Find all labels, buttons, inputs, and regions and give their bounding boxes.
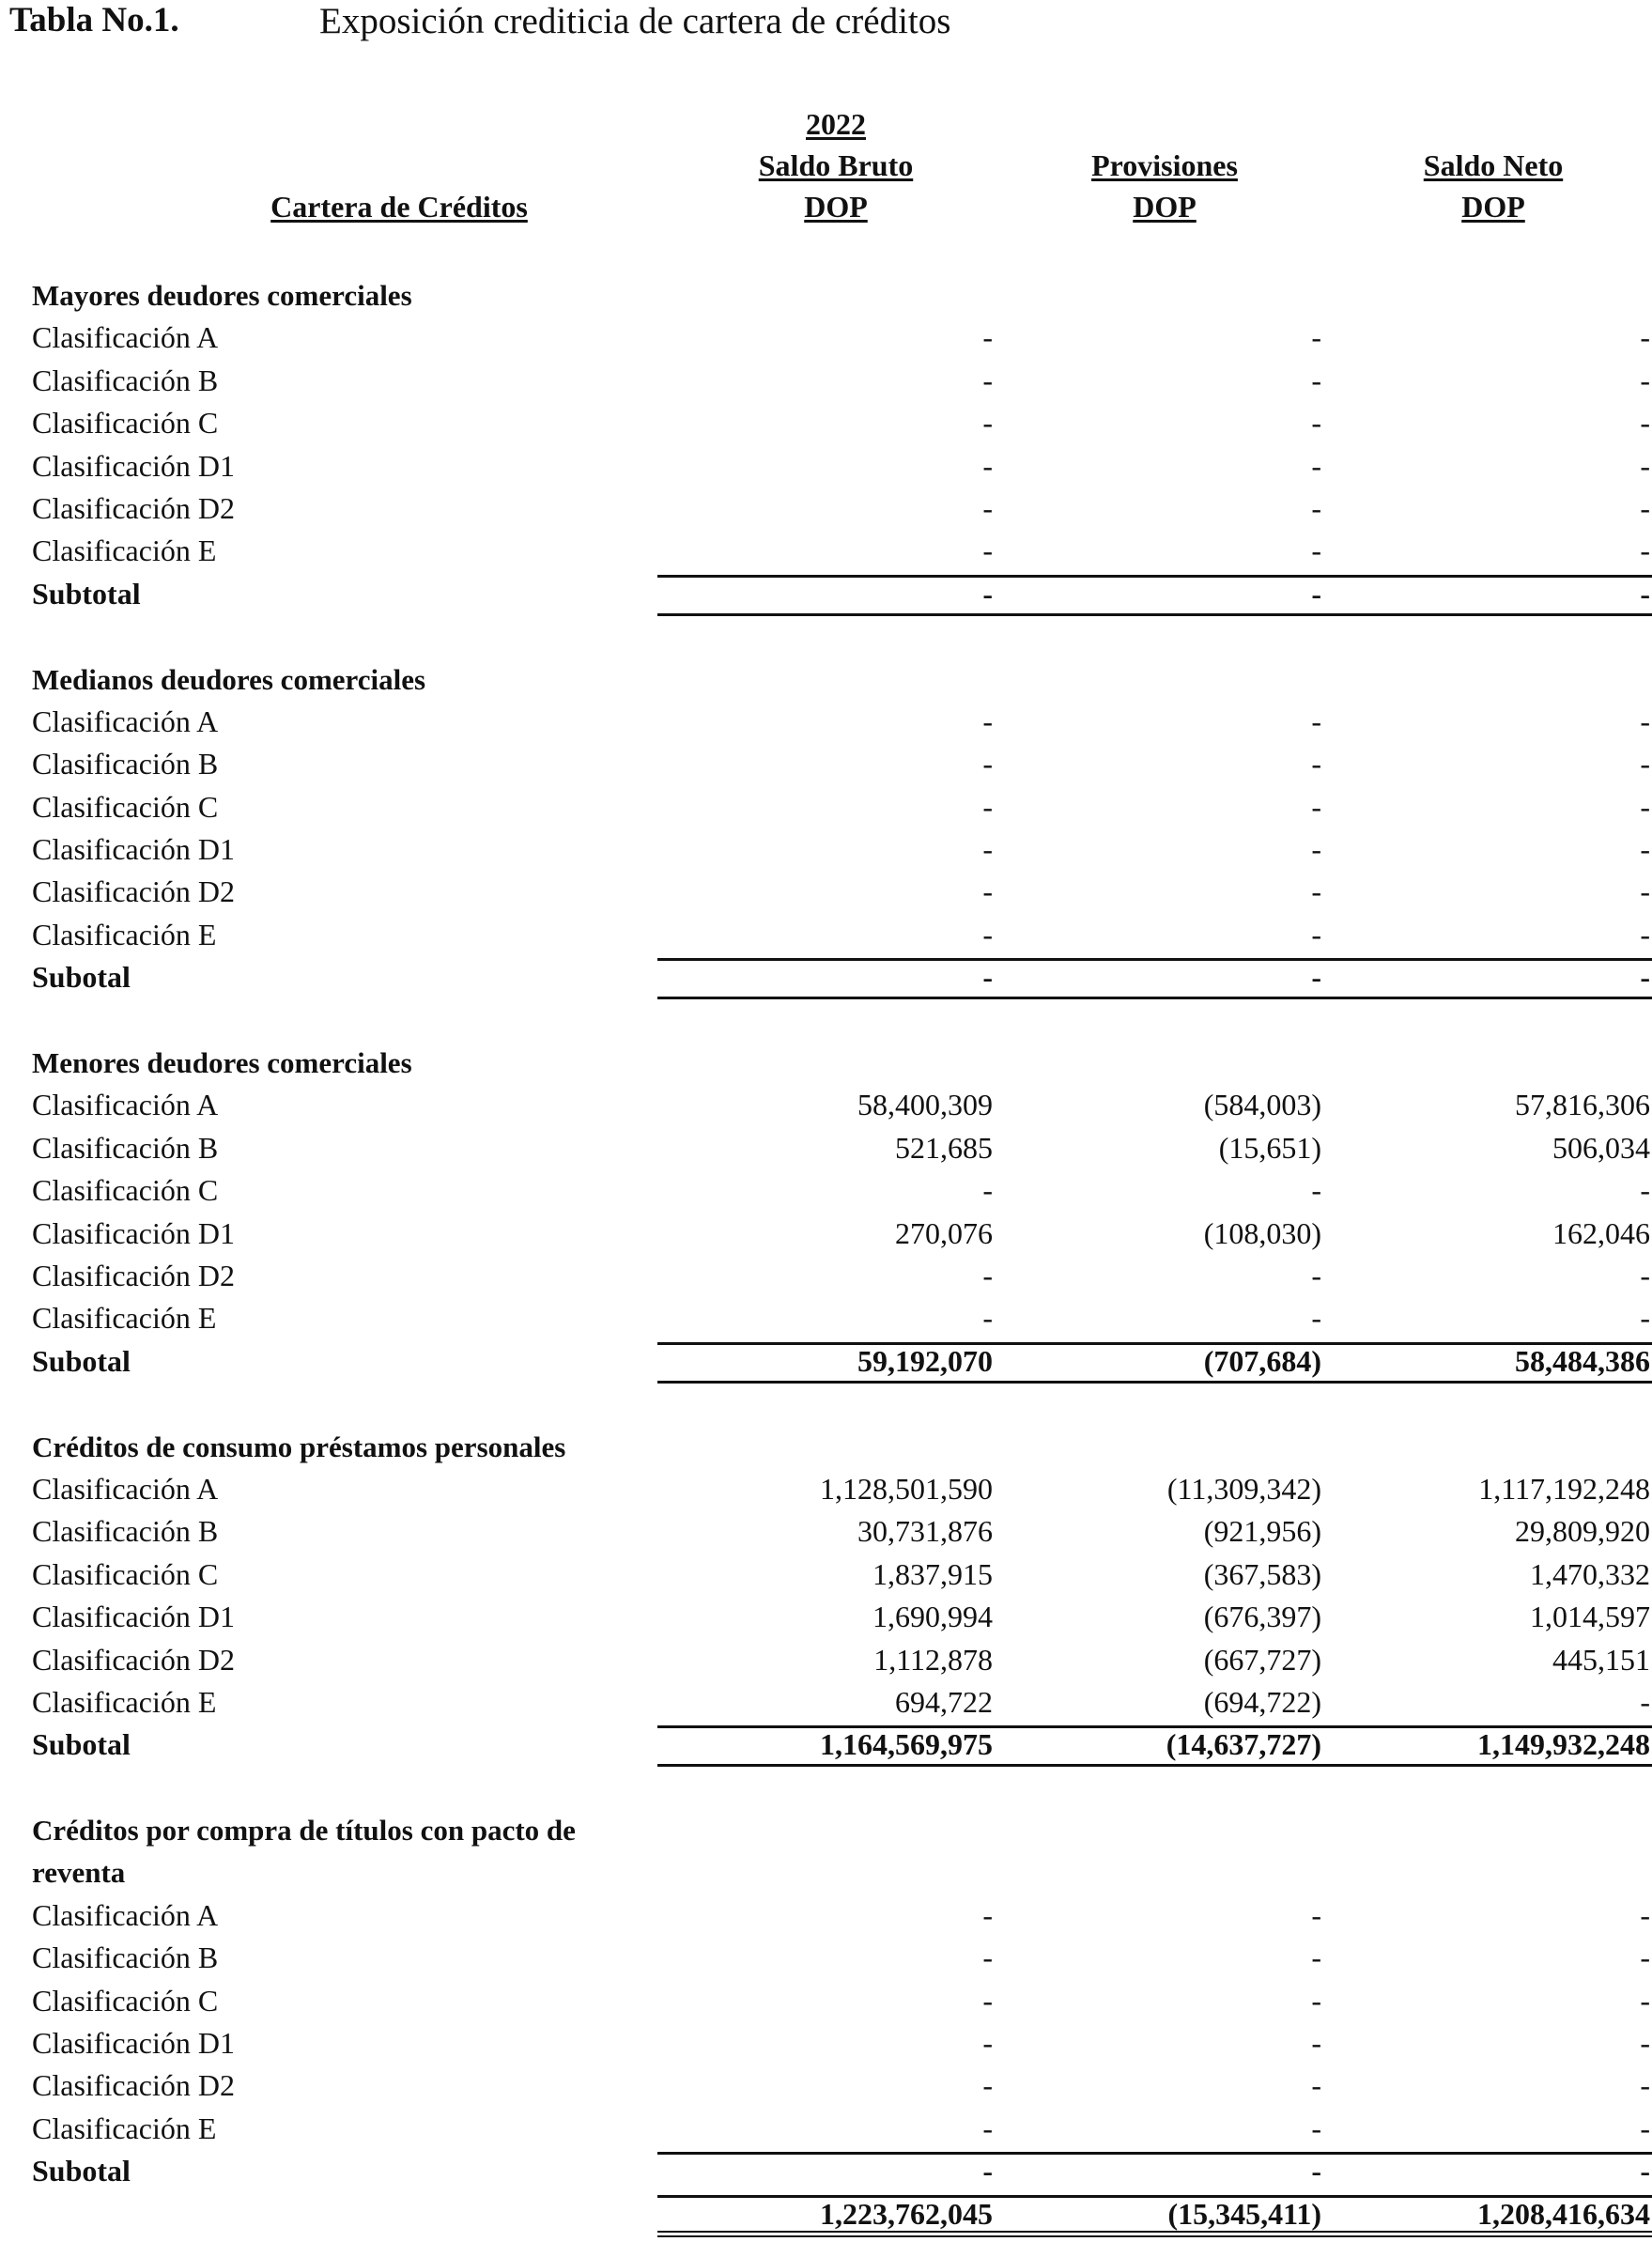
section-heading bbox=[0, 1426, 1652, 1468]
table-row bbox=[0, 1980, 1652, 2022]
cell-bruto: - bbox=[982, 1258, 993, 1292]
header-saldo-neto: Saldo Neto bbox=[1423, 148, 1564, 182]
subtotal-rule-top bbox=[657, 958, 1652, 961]
table-row bbox=[0, 1681, 1652, 1724]
table-row bbox=[0, 2022, 1652, 2064]
cell-prov: - bbox=[1311, 363, 1321, 397]
row-label: Clasificación E bbox=[32, 917, 217, 951]
subtotal-rule-top bbox=[657, 2152, 1652, 2155]
subtotal-bruto: - bbox=[982, 2154, 993, 2188]
subtotal-prov: (707,684) bbox=[1203, 1343, 1321, 1378]
cell-bruto: - bbox=[982, 832, 993, 867]
row-label: Clasificación A bbox=[32, 1897, 219, 1932]
row-label: Clasificación E bbox=[32, 533, 217, 568]
cell-bruto: - bbox=[982, 320, 993, 355]
subtotal-bruto: 59,192,070 bbox=[857, 1343, 993, 1378]
subtotal-label: Subotal bbox=[32, 2154, 131, 2188]
cell-bruto: 1,690,994 bbox=[872, 1600, 993, 1634]
cell-bruto: 1,837,915 bbox=[872, 1556, 993, 1591]
header-provisiones-currency: DOP bbox=[1133, 190, 1197, 224]
grand-total-row bbox=[0, 2193, 1652, 2240]
cell-prov: - bbox=[1311, 832, 1321, 867]
row-label: Clasificación C bbox=[32, 1983, 219, 2018]
section-title: Mayores deudores comerciales bbox=[32, 279, 412, 312]
cell-bruto: - bbox=[982, 2068, 993, 2103]
section-title: Menores deudores comerciales bbox=[32, 1046, 412, 1080]
cell-neto: 162,046 bbox=[1552, 1215, 1650, 1250]
cell-bruto: - bbox=[982, 533, 993, 568]
section-heading bbox=[0, 274, 1652, 317]
cell-bruto: 1,128,501,590 bbox=[820, 1471, 993, 1506]
cell-prov: - bbox=[1311, 789, 1321, 824]
cell-bruto: - bbox=[982, 704, 993, 738]
row-label: Clasificación C bbox=[32, 1556, 219, 1591]
cell-neto: - bbox=[1640, 832, 1650, 867]
subtotal-neto: - bbox=[1640, 2154, 1650, 2188]
row-label: Clasificación D1 bbox=[32, 832, 235, 867]
cell-neto: - bbox=[1640, 320, 1650, 355]
row-label: Clasificación E bbox=[32, 1301, 217, 1336]
table-row bbox=[0, 1169, 1652, 1212]
cell-prov: (921,956) bbox=[1203, 1514, 1321, 1549]
table-row bbox=[0, 360, 1652, 402]
cell-prov: - bbox=[1311, 448, 1321, 483]
cell-bruto: 270,076 bbox=[895, 1215, 993, 1250]
table-row bbox=[0, 317, 1652, 359]
cell-prov: - bbox=[1311, 1258, 1321, 1292]
header-saldo-neto-currency: DOP bbox=[1461, 190, 1525, 224]
subtotal-neto: - bbox=[1640, 576, 1650, 611]
cell-bruto: - bbox=[982, 1301, 993, 1336]
section-title: Créditos de consumo préstamos personales bbox=[32, 1430, 566, 1463]
row-label: Clasificación A bbox=[32, 1471, 219, 1506]
cell-neto: - bbox=[1640, 2111, 1650, 2145]
row-label: Clasificación B bbox=[32, 747, 219, 781]
cell-neto: - bbox=[1640, 448, 1650, 483]
cell-bruto: 521,685 bbox=[895, 1130, 993, 1165]
cell-prov: (584,003) bbox=[1203, 1088, 1321, 1122]
total-rule-top bbox=[657, 2195, 1652, 2198]
table-row bbox=[0, 1554, 1652, 1596]
cell-neto: - bbox=[1640, 2068, 1650, 2103]
cell-neto: 29,809,920 bbox=[1515, 1514, 1650, 1549]
cell-neto: - bbox=[1640, 533, 1650, 568]
table-row bbox=[0, 786, 1652, 828]
table-row bbox=[0, 530, 1652, 572]
cell-bruto: - bbox=[982, 789, 993, 824]
header-saldo-bruto: Saldo Bruto bbox=[758, 148, 914, 182]
subtotal-label: Subotal bbox=[32, 1727, 131, 1762]
credit-exposure-table bbox=[0, 274, 1652, 2240]
cell-prov: - bbox=[1311, 874, 1321, 909]
subtotal-neto: 58,484,386 bbox=[1515, 1343, 1650, 1378]
row-label: Clasificación D2 bbox=[32, 1642, 235, 1677]
subtotal-prov: (15,345,411) bbox=[1167, 2196, 1321, 2231]
cell-prov: - bbox=[1311, 704, 1321, 738]
cell-prov: - bbox=[1311, 747, 1321, 781]
table-row bbox=[0, 871, 1652, 913]
table-row bbox=[0, 1937, 1652, 1979]
cell-prov: - bbox=[1311, 2026, 1321, 2061]
cell-prov: - bbox=[1311, 320, 1321, 355]
subtotal-rule-top bbox=[657, 1725, 1652, 1728]
table-row bbox=[0, 445, 1652, 487]
cell-neto: 57,816,306 bbox=[1515, 1088, 1650, 1122]
cell-prov: - bbox=[1311, 533, 1321, 568]
section-title: Créditos por compra de títulos con pacto de reventa bbox=[32, 1814, 576, 1890]
cell-bruto: - bbox=[982, 917, 993, 951]
cell-prov: (694,722) bbox=[1203, 1684, 1321, 1719]
row-spacer bbox=[0, 615, 1652, 657]
cell-prov: - bbox=[1311, 1940, 1321, 1975]
subtotal-rule-top bbox=[657, 1342, 1652, 1345]
subtotal-prov: - bbox=[1311, 2154, 1321, 2188]
subtotal-label: Subotal bbox=[32, 960, 131, 995]
row-label: Clasificación D2 bbox=[32, 2068, 235, 2103]
column-header bbox=[0, 103, 1652, 235]
row-label: Clasificación C bbox=[32, 406, 219, 441]
cell-bruto: 694,722 bbox=[895, 1684, 993, 1719]
cell-bruto: 1,112,878 bbox=[873, 1642, 993, 1677]
table-row bbox=[0, 1213, 1652, 1255]
cell-neto: - bbox=[1640, 1684, 1650, 1719]
cell-prov: (108,030) bbox=[1203, 1215, 1321, 1250]
subtotal-row bbox=[0, 573, 1652, 615]
table-row bbox=[0, 2064, 1652, 2107]
row-label: Clasificación B bbox=[32, 1940, 219, 1975]
cell-neto: - bbox=[1640, 1897, 1650, 1932]
table-row bbox=[0, 487, 1652, 530]
subtotal-neto: 1,208,416,634 bbox=[1477, 2196, 1650, 2231]
row-label: Clasificación D1 bbox=[32, 448, 235, 483]
cell-neto: - bbox=[1640, 363, 1650, 397]
cell-bruto: - bbox=[982, 1940, 993, 1975]
row-label: Clasificación B bbox=[32, 363, 219, 397]
subtotal-label: Subotal bbox=[32, 1343, 131, 1378]
row-label: Clasificación A bbox=[32, 704, 219, 738]
row-label: Clasificación D2 bbox=[32, 1258, 235, 1292]
subtotal-row bbox=[0, 2150, 1652, 2192]
cell-prov: - bbox=[1311, 917, 1321, 951]
total-rule-double bbox=[657, 2231, 1652, 2237]
section-heading bbox=[0, 658, 1652, 701]
row-label: Clasificación D1 bbox=[32, 1215, 235, 1250]
cell-neto: - bbox=[1640, 747, 1650, 781]
cell-prov: (11,309,342) bbox=[1166, 1471, 1321, 1506]
row-label: Clasificación B bbox=[32, 1514, 219, 1549]
cell-neto: - bbox=[1640, 490, 1650, 525]
section-heading bbox=[0, 1042, 1652, 1084]
subtotal-prov: (14,637,727) bbox=[1166, 1727, 1321, 1762]
row-label: Clasificación B bbox=[32, 1130, 219, 1165]
cell-bruto: 30,731,876 bbox=[857, 1514, 993, 1549]
table-row bbox=[0, 701, 1652, 743]
subtotal-neto: - bbox=[1640, 960, 1650, 995]
cell-bruto: - bbox=[982, 1173, 993, 1208]
cell-prov: - bbox=[1311, 1173, 1321, 1208]
subtotal-rule-top bbox=[657, 575, 1652, 578]
row-label: Clasificación E bbox=[32, 2111, 217, 2145]
cell-neto: - bbox=[1640, 874, 1650, 909]
table-row bbox=[0, 2108, 1652, 2150]
cell-bruto: - bbox=[982, 2026, 993, 2061]
row-label: Clasificación C bbox=[32, 1173, 219, 1208]
header-saldo-bruto-currency: DOP bbox=[804, 190, 868, 224]
row-spacer bbox=[0, 999, 1652, 1042]
cell-neto: 506,034 bbox=[1552, 1130, 1650, 1165]
table-row bbox=[0, 914, 1652, 956]
subtotal-prov: - bbox=[1311, 960, 1321, 995]
cell-bruto: - bbox=[982, 448, 993, 483]
table-row bbox=[0, 402, 1652, 444]
header-year: 2022 bbox=[806, 107, 866, 141]
cell-neto: - bbox=[1640, 1301, 1650, 1336]
cell-neto: 1,117,192,248 bbox=[1478, 1471, 1650, 1506]
cell-prov: (15,651) bbox=[1218, 1130, 1321, 1165]
cell-bruto: - bbox=[982, 747, 993, 781]
row-label: Clasificación D2 bbox=[32, 874, 235, 909]
row-label: Clasificación A bbox=[32, 1088, 219, 1122]
row-spacer bbox=[0, 1767, 1652, 1809]
cell-neto: - bbox=[1640, 406, 1650, 441]
cell-bruto: - bbox=[982, 1983, 993, 2018]
cell-neto: - bbox=[1640, 1983, 1650, 2018]
cell-bruto: - bbox=[982, 2111, 993, 2145]
section-title: Medianos deudores comerciales bbox=[32, 662, 426, 696]
cell-neto: 1,014,597 bbox=[1530, 1600, 1650, 1634]
subtotal-neto: 1,149,932,248 bbox=[1477, 1727, 1650, 1762]
header-cartera: Cartera de Créditos bbox=[270, 190, 528, 224]
cell-prov: (367,583) bbox=[1203, 1556, 1321, 1591]
cell-bruto: - bbox=[982, 363, 993, 397]
table-row bbox=[0, 743, 1652, 785]
cell-bruto: 58,400,309 bbox=[857, 1088, 993, 1122]
table-row bbox=[0, 828, 1652, 871]
cell-neto: - bbox=[1640, 1258, 1650, 1292]
cell-bruto: - bbox=[982, 490, 993, 525]
row-label: Clasificación D1 bbox=[32, 2026, 235, 2061]
row-label: Clasificación D1 bbox=[32, 1600, 235, 1634]
subtotal-bruto: 1,223,762,045 bbox=[820, 2196, 993, 2231]
row-label: Clasificación A bbox=[32, 320, 219, 355]
cell-prov: - bbox=[1311, 1301, 1321, 1336]
cell-neto: - bbox=[1640, 1940, 1650, 1975]
cell-neto: 445,151 bbox=[1552, 1642, 1650, 1677]
cell-neto: - bbox=[1640, 704, 1650, 738]
table-row bbox=[0, 1596, 1652, 1638]
table-row bbox=[0, 1297, 1652, 1339]
cell-prov: - bbox=[1311, 2111, 1321, 2145]
subtotal-bruto: 1,164,569,975 bbox=[820, 1727, 993, 1762]
cell-prov: - bbox=[1311, 1897, 1321, 1932]
table-row bbox=[0, 1127, 1652, 1169]
cell-prov: - bbox=[1311, 2068, 1321, 2103]
table-number: Tabla No.1. bbox=[9, 1, 179, 39]
cell-neto: - bbox=[1640, 917, 1650, 951]
subtotal-row bbox=[0, 1340, 1652, 1383]
cell-bruto: - bbox=[982, 1897, 993, 1932]
row-label: Clasificación E bbox=[32, 1684, 217, 1719]
subtotal-row bbox=[0, 956, 1652, 998]
cell-prov: - bbox=[1311, 490, 1321, 525]
cell-neto: - bbox=[1640, 2026, 1650, 2061]
table-row bbox=[0, 1468, 1652, 1510]
cell-prov: - bbox=[1311, 1983, 1321, 2018]
subtotal-label: Subtotal bbox=[32, 576, 141, 611]
table-row bbox=[0, 1084, 1652, 1126]
section-heading bbox=[0, 1809, 1652, 1894]
cell-neto: 1,470,332 bbox=[1530, 1556, 1650, 1591]
table-row bbox=[0, 1510, 1652, 1553]
table-row bbox=[0, 1255, 1652, 1297]
cell-prov: (676,397) bbox=[1203, 1600, 1321, 1634]
row-spacer bbox=[0, 1383, 1652, 1425]
row-label: Clasificación C bbox=[32, 789, 219, 824]
cell-prov: (667,727) bbox=[1203, 1642, 1321, 1677]
cell-bruto: - bbox=[982, 874, 993, 909]
cell-neto: - bbox=[1640, 789, 1650, 824]
subtotal-prov: - bbox=[1311, 576, 1321, 611]
table-caption: Exposición crediticia de cartera de créditos bbox=[319, 1, 951, 41]
table-row bbox=[0, 1894, 1652, 1937]
row-label: Clasificación D2 bbox=[32, 490, 235, 525]
cell-neto: - bbox=[1640, 1173, 1650, 1208]
cell-bruto: - bbox=[982, 406, 993, 441]
cell-prov: - bbox=[1311, 406, 1321, 441]
header-provisiones: Provisiones bbox=[1091, 148, 1238, 182]
subtotal-bruto: - bbox=[982, 960, 993, 995]
subtotal-bruto: - bbox=[982, 576, 993, 611]
table-row bbox=[0, 1639, 1652, 1681]
subtotal-row bbox=[0, 1724, 1652, 1766]
